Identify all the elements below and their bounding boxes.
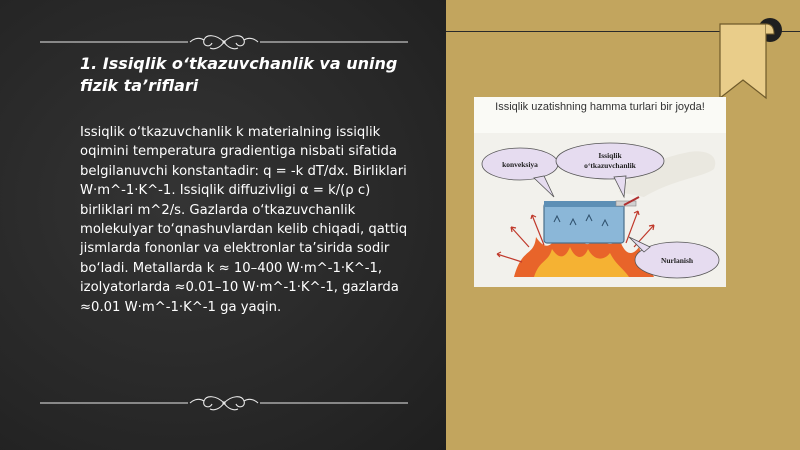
figure-caption: Issiqlik uzatishning hamma turlari bir joyda!: [495, 101, 705, 113]
heat-transfer-drawing: [474, 97, 726, 287]
convection-label: konveksiya: [502, 160, 538, 169]
conduction-label-line1: Issiqlik: [598, 151, 622, 160]
radiation-label: Nurlanish: [660, 256, 694, 265]
slide-title: 1. Issiqlik o‘tkazuvchanlik va uning fizik ta’riflari: [80, 54, 398, 95]
heat-transfer-illustration: [474, 97, 726, 287]
conduction-label-line2: o‘tkazuvchanlik: [584, 161, 636, 170]
top-ornament-divider: [38, 32, 410, 52]
slide-body-text: Issiqlik o‘tkazuvchanlik k materialning issiqlik oqimini temperatura gradientiga nisbati sifatida belgilanuvchi konstantadir: q = -k dT/dx. Birliklari W·m^-1·K^-1. Issiqlik diffuzivligi α = k/(ρ c) birliklari m^2/s. Gazlarda o‘tkazuvchanlik molekulyar to‘qnashuvlardan kelib chiqadi, qattiq jismlarda fononlar va elektronlar ta’sirida sodir bo‘ladi. Metallarda k ≈ 10–400 W·m^-1·K^-1, izolyatorlarda ≈0.01–10 W·m^-1·K^-1, gazlarda ≈0.01 W·m^-1·K^-1 ga yaqin.: [80, 125, 408, 315]
bottom-ornament-divider: [38, 393, 410, 413]
